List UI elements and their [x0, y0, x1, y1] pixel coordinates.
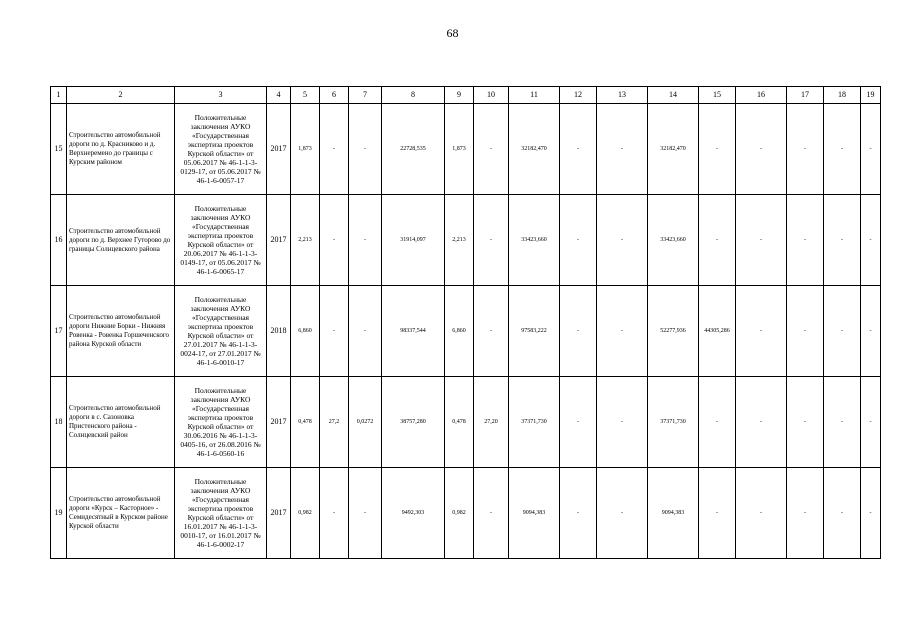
table-cell: - — [787, 286, 824, 377]
table-cell: 38757,280 — [382, 377, 445, 468]
table-cell: - — [474, 286, 509, 377]
row-number: 18 — [51, 377, 67, 468]
table-cell: - — [597, 195, 648, 286]
table-cell: 0,982 — [445, 468, 474, 559]
table-cell: 44305,286 — [699, 286, 736, 377]
object-name: Строительство автомобильной дороги «Курск – Касторное» - Семидесятный в Курском районе Курской области — [67, 468, 175, 559]
table-cell: - — [560, 104, 597, 195]
table-cell: - — [824, 104, 861, 195]
column-number: 5 — [291, 87, 320, 104]
table-cell: - — [824, 468, 861, 559]
table-cell: - — [597, 286, 648, 377]
column-number: 10 — [474, 87, 509, 104]
column-number: 4 — [267, 87, 291, 104]
table-cell: - — [597, 377, 648, 468]
table-cell: 2,213 — [445, 195, 474, 286]
table-cell: - — [474, 104, 509, 195]
row-number: 17 — [51, 286, 67, 377]
column-number: 16 — [736, 87, 787, 104]
column-number: 15 — [699, 87, 736, 104]
year: 2017 — [267, 377, 291, 468]
expertise-conclusion: Положительные заключения АУКО «Государственная экспертиза проектов Курской области» от 05.06.2017 № 46-1-1-3-0129-17, от 05.06.2017 № 46-1-6-0057-17 — [175, 104, 267, 195]
table-cell: 0,982 — [291, 468, 320, 559]
column-number: 2 — [67, 87, 175, 104]
table-cell: - — [861, 104, 881, 195]
table-cell: - — [699, 104, 736, 195]
object-name: Строительство автомобильной дороги Нижние Борки - Нижняя Ровенка - Ровенка Горшеченского района Курской области — [67, 286, 175, 377]
table-cell: 0,478 — [291, 377, 320, 468]
table-cell: - — [861, 286, 881, 377]
table-cell: 2,213 — [291, 195, 320, 286]
table-cell: - — [349, 104, 382, 195]
table-cell: 27,2 — [320, 377, 349, 468]
table-cell: 22728,535 — [382, 104, 445, 195]
table-cell: - — [736, 286, 787, 377]
table-cell: - — [787, 468, 824, 559]
table-cell: - — [861, 377, 881, 468]
object-name: Строительство автомобильной дороги по д. Верхнее Гуторово до границы Солнцевского района — [67, 195, 175, 286]
table-cell: 52277,936 — [648, 286, 699, 377]
object-name: Строительство автомобильной дороги по д. Красниково и д. Верхнеремено до границы с Курским районом — [67, 104, 175, 195]
expertise-conclusion: Положительные заключения АУКО «Государственная экспертиза проектов Курской области» от 20.06.2017 № 46-1-1-3-0149-17, от 05.06.2017 № 46-1-6-0065-17 — [175, 195, 267, 286]
column-number: 19 — [861, 87, 881, 104]
page-number: 68 — [446, 26, 459, 40]
column-number: 1 — [51, 87, 67, 104]
table-cell: - — [736, 104, 787, 195]
table-cell: - — [597, 468, 648, 559]
table-cell: - — [597, 104, 648, 195]
expertise-conclusion: Положительные заключения АУКО «Государственная экспертиза проектов Курской области» от 30.06.2016 № 46-1-1-3-0405-16, от 26.08.2016 № 46-1-6-0560-16 — [175, 377, 267, 468]
table-cell: 6,860 — [445, 286, 474, 377]
table-cell: 33423,660 — [648, 195, 699, 286]
table-cell: - — [349, 468, 382, 559]
table-cell: - — [861, 468, 881, 559]
table-cell: 0,0272 — [349, 377, 382, 468]
table-cell: 31914,097 — [382, 195, 445, 286]
table-cell: - — [736, 195, 787, 286]
table-cell: - — [320, 286, 349, 377]
year: 2017 — [267, 104, 291, 195]
column-number: 6 — [320, 87, 349, 104]
table-cell: 0,478 — [445, 377, 474, 468]
table-cell: 6,860 — [291, 286, 320, 377]
table-cell: - — [560, 468, 597, 559]
table-cell: - — [824, 377, 861, 468]
table-cell: 97583,222 — [509, 286, 560, 377]
expertise-conclusion: Положительные заключения АУКО «Государственная экспертиза проектов Курской области» от 27.01.2017 № 46-1-1-3-0024-17, от 27.01.2017 № 46-1-6-0010-17 — [175, 286, 267, 377]
table-cell: 37371,730 — [648, 377, 699, 468]
table-row — [51, 286, 881, 377]
table-cell: - — [320, 195, 349, 286]
year: 2018 — [267, 286, 291, 377]
table-cell: 1,873 — [445, 104, 474, 195]
table-cell: 32182,470 — [648, 104, 699, 195]
table-cell: 1,873 — [291, 104, 320, 195]
table-cell: 9094,383 — [648, 468, 699, 559]
table-cell: - — [474, 195, 509, 286]
table-cell: - — [320, 104, 349, 195]
table-cell: - — [349, 286, 382, 377]
year: 2017 — [267, 468, 291, 559]
table-cell: - — [560, 377, 597, 468]
table-cell: 33423,660 — [509, 195, 560, 286]
table-cell: 27,20 — [474, 377, 509, 468]
table-cell: - — [699, 468, 736, 559]
table-cell: - — [560, 195, 597, 286]
table-row — [51, 195, 881, 286]
table-row — [51, 104, 881, 195]
column-number-row — [51, 87, 881, 104]
table-cell: - — [787, 195, 824, 286]
row-number: 15 — [51, 104, 67, 195]
column-number: 18 — [824, 87, 861, 104]
column-number: 11 — [509, 87, 560, 104]
table-row — [51, 377, 881, 468]
row-number: 16 — [51, 195, 67, 286]
table-cell: 9094,383 — [509, 468, 560, 559]
column-number: 12 — [560, 87, 597, 104]
column-number: 9 — [445, 87, 474, 104]
table-cell: 32182,470 — [509, 104, 560, 195]
table-cell: - — [736, 377, 787, 468]
table-cell: 37371,730 — [509, 377, 560, 468]
table-cell: - — [320, 468, 349, 559]
table-cell: - — [824, 195, 861, 286]
table-cell: 9492,303 — [382, 468, 445, 559]
table-cell: - — [560, 286, 597, 377]
table-cell: - — [699, 195, 736, 286]
year: 2017 — [267, 195, 291, 286]
table-cell: - — [824, 286, 861, 377]
table-cell: - — [861, 195, 881, 286]
table-cell: - — [736, 468, 787, 559]
table-cell: - — [787, 377, 824, 468]
column-number: 14 — [648, 87, 699, 104]
table-cell: - — [349, 195, 382, 286]
column-number: 8 — [382, 87, 445, 104]
column-number: 3 — [175, 87, 267, 104]
construction-objects-table — [50, 86, 881, 559]
table-row — [51, 468, 881, 559]
object-name: Строительство автомобильной дороги в с. Сазоновка Пристенского района - Солнцевский район — [67, 377, 175, 468]
expertise-conclusion: Положительные заключения АУКО «Государственная экспертиза проектов Курской области» от 16.01.2017 № 46-1-1-3-0010-17, от 16.01.2017 № 46-1-6-0002-17 — [175, 468, 267, 559]
table-cell: - — [787, 104, 824, 195]
column-number: 7 — [349, 87, 382, 104]
table-cell: - — [474, 468, 509, 559]
column-number: 17 — [787, 87, 824, 104]
table-cell: - — [699, 377, 736, 468]
row-number: 19 — [51, 468, 67, 559]
table-cell: 98337,544 — [382, 286, 445, 377]
column-number: 13 — [597, 87, 648, 104]
